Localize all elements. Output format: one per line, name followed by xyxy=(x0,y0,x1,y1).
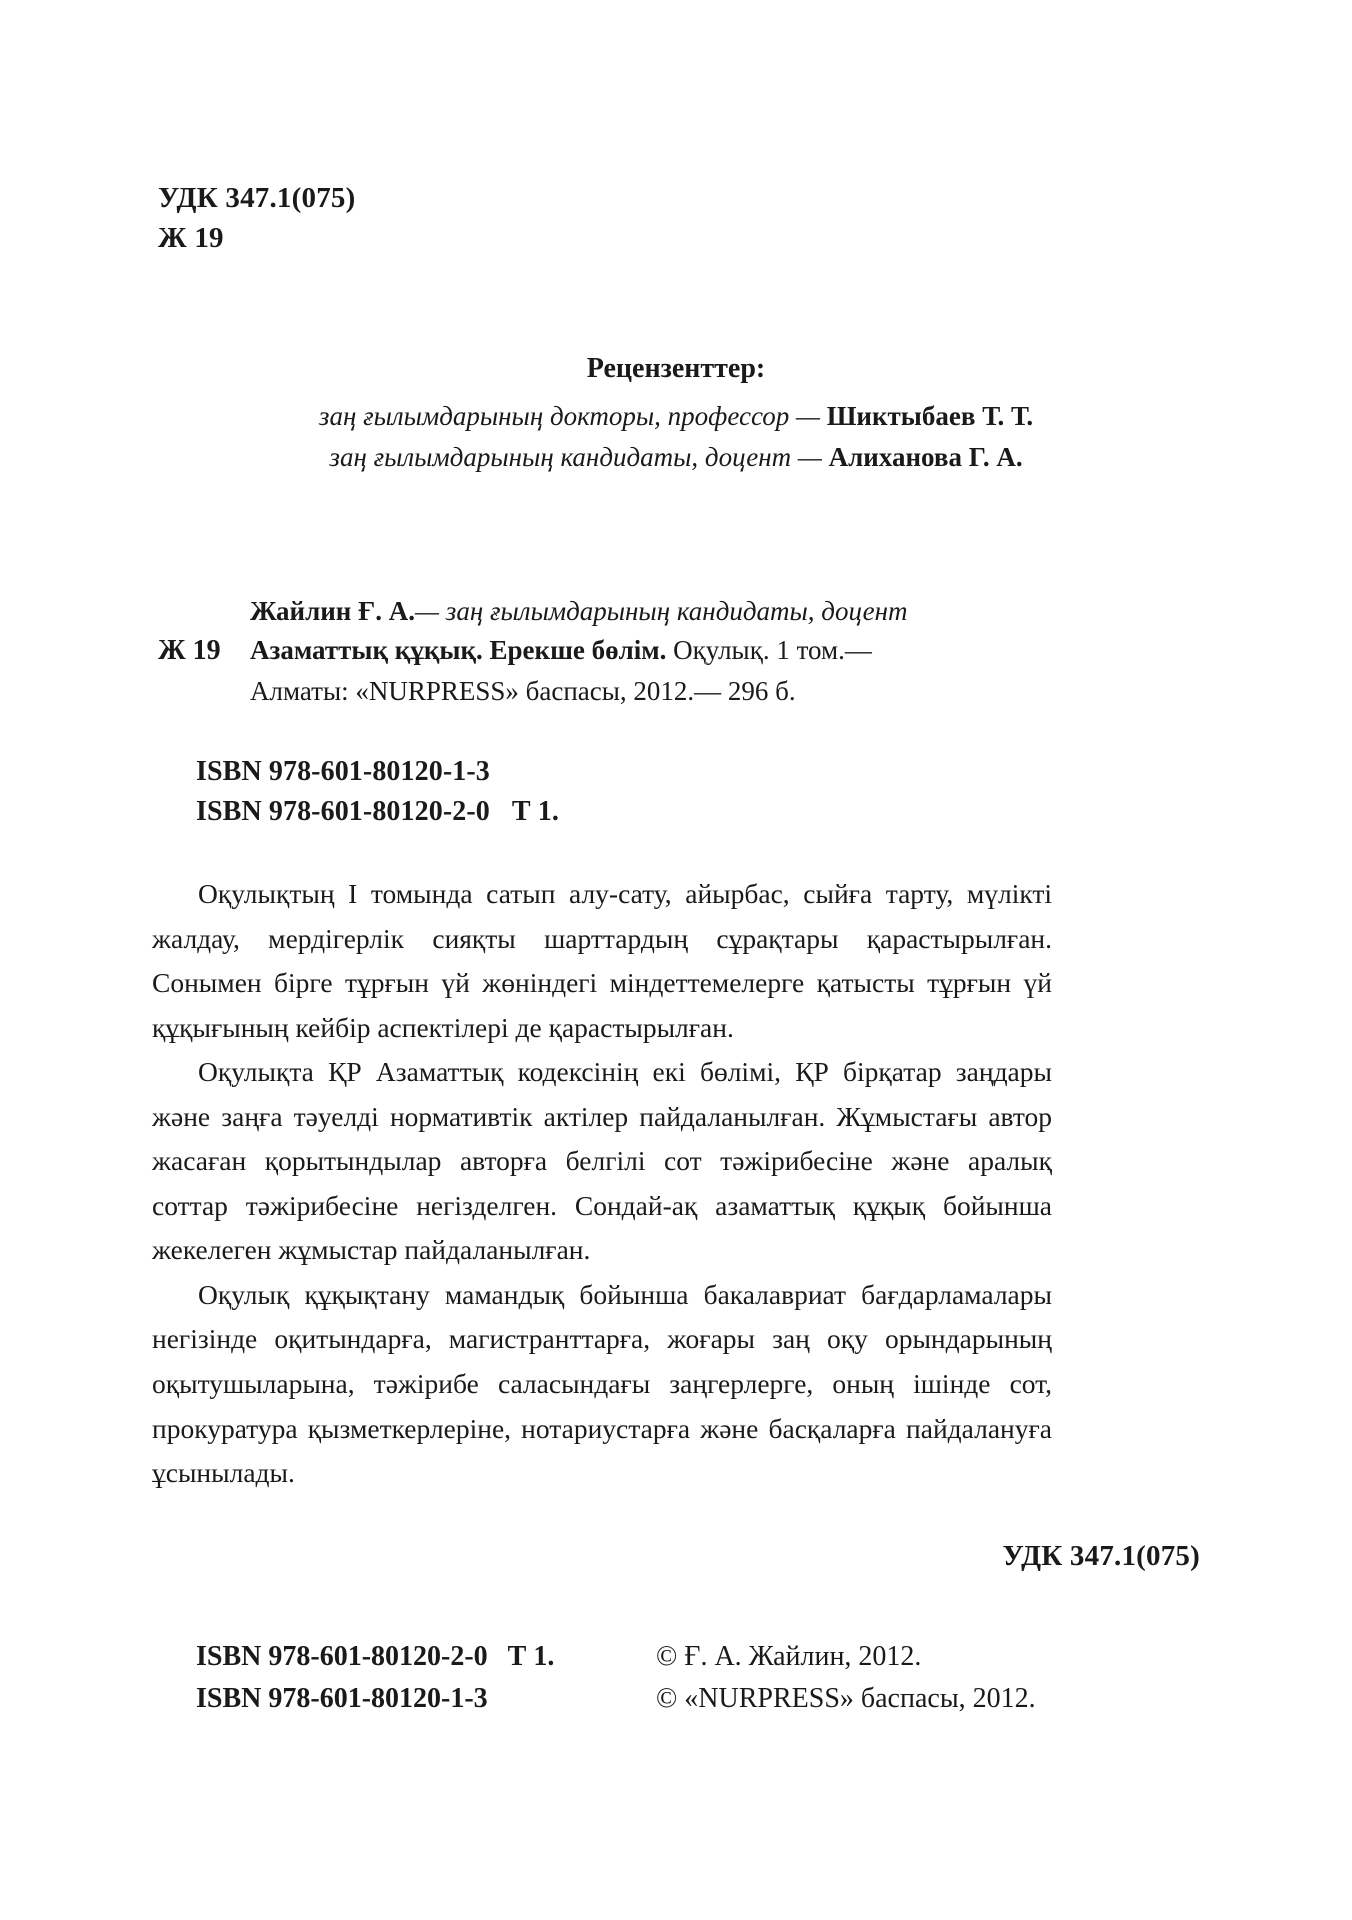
colophon-isbn-1-volume: Т 1. xyxy=(507,1641,555,1672)
annotation-block xyxy=(152,872,1052,1496)
reviewer-1-degree: заң ғылымдарының докторы, профессор — xyxy=(318,401,827,431)
annotation-paragraph-2: Оқулықта ҚР Азаматтық кодексінің екі бөлімі, ҚР бірқатар заңдары және заңға тәуелді нормативтік актілер пайдаланылған. Жұмыстағы автор жасаған қорытындылар авторға белгілі сот тәжірибесіне және аралық соттар тәжірибесіне негізделген. Сондай-ақ азаматтық құқық бойынша жекелеген жұмыстар пайдаланылған. xyxy=(152,1056,1052,1266)
colophon-isbn-1 xyxy=(196,1636,656,1678)
isbn-top-line-2-volume: Т 1. xyxy=(511,795,559,827)
colophon-row-1 xyxy=(196,1636,1176,1678)
udc-sigla-top: Ж 19 xyxy=(158,222,224,255)
isbn-top-line-1: ISBN 978-601-80120-1-3 xyxy=(196,756,490,787)
biblio-title-row xyxy=(158,631,1078,672)
bibliographic-description xyxy=(158,592,1078,711)
udc-classification-bottom: УДК 347.1(075) xyxy=(1002,1540,1200,1572)
biblio-author-line xyxy=(158,592,1078,631)
biblio-sigla: Ж 19 xyxy=(158,635,221,667)
udc-top-block xyxy=(158,178,355,258)
biblio-title-body xyxy=(250,631,1078,670)
colophon-isbn-2-number: ISBN 978-601-80120-1-3 xyxy=(196,1683,488,1714)
reviewers-heading: Рецензенттер: xyxy=(586,353,766,384)
reviewer-1-name: Шиктыбаев Т. Т. xyxy=(826,401,1034,431)
annotation-paragraph-1: Оқулықтың І томында сатып алу-сату, айырбас, сыйға тарту, мүлікті жалдау, мердігерлік сияқты шарттардың сұрақтары қарастырылған. Сонымен бірге тұрғын үй жөніндегі міндеттемелерге қатысты тұрғын үй құқығының кейбір аспектілері де қарастырылған. xyxy=(152,878,1052,1043)
isbn-top-block xyxy=(196,752,559,832)
biblio-author: Жайлин Ғ. А. xyxy=(250,596,416,626)
reviewer-entry-2 xyxy=(0,437,1352,478)
colophon-block xyxy=(196,1636,1176,1720)
reviewer-2-name: Алиханова Г. А. xyxy=(828,441,1023,472)
biblio-imprint: Алматы: «NURPRESS» баспасы, 2012.— 296 б. xyxy=(250,675,796,706)
reviewer-entry-1 xyxy=(0,396,1352,437)
isbn-top-line-2-number: ISBN 978-601-80120-2-0 xyxy=(196,795,490,827)
biblio-title-rest: Оқулық. 1 том.— xyxy=(666,635,872,666)
biblio-title-bold: Азаматтық құқық. Ерекше бөлім. xyxy=(250,635,667,666)
biblio-author-degree: заң ғылымдарының кандидаты, доцент xyxy=(445,596,908,626)
colophon-isbn-2 xyxy=(196,1678,656,1720)
reviewer-2-degree: заң ғылымдарының кандидаты, доцент — xyxy=(329,441,829,472)
isbn-top-line-2 xyxy=(196,792,559,832)
colophon-row-2 xyxy=(196,1678,1176,1720)
colophon-copyright-1: © Ғ. А. Жайлин, 2012. xyxy=(656,1641,922,1672)
colophon-copyright-2: © «NURPRESS» баспасы, 2012. xyxy=(656,1683,1036,1714)
annotation-paragraph-3: Оқулық құқықтану мамандық бойынша бакалавриат бағдарламалары негізінде оқитындарға, магистранттарға, жоғары заң оқу орындарының оқытушыларына, тәжірибе саласындағы заңгерлерге, оның ішінде сот, прокуратура қызметкерлеріне, нотариустарға және басқаларға пайдалануға ұсынылады. xyxy=(152,1278,1052,1489)
reviewers-block xyxy=(0,348,1352,477)
udc-classification-top: УДК 347.1(075) xyxy=(158,182,356,214)
biblio-author-dash: — xyxy=(415,596,446,626)
colophon-isbn-1-number: ISBN 978-601-80120-2-0 xyxy=(196,1641,488,1672)
